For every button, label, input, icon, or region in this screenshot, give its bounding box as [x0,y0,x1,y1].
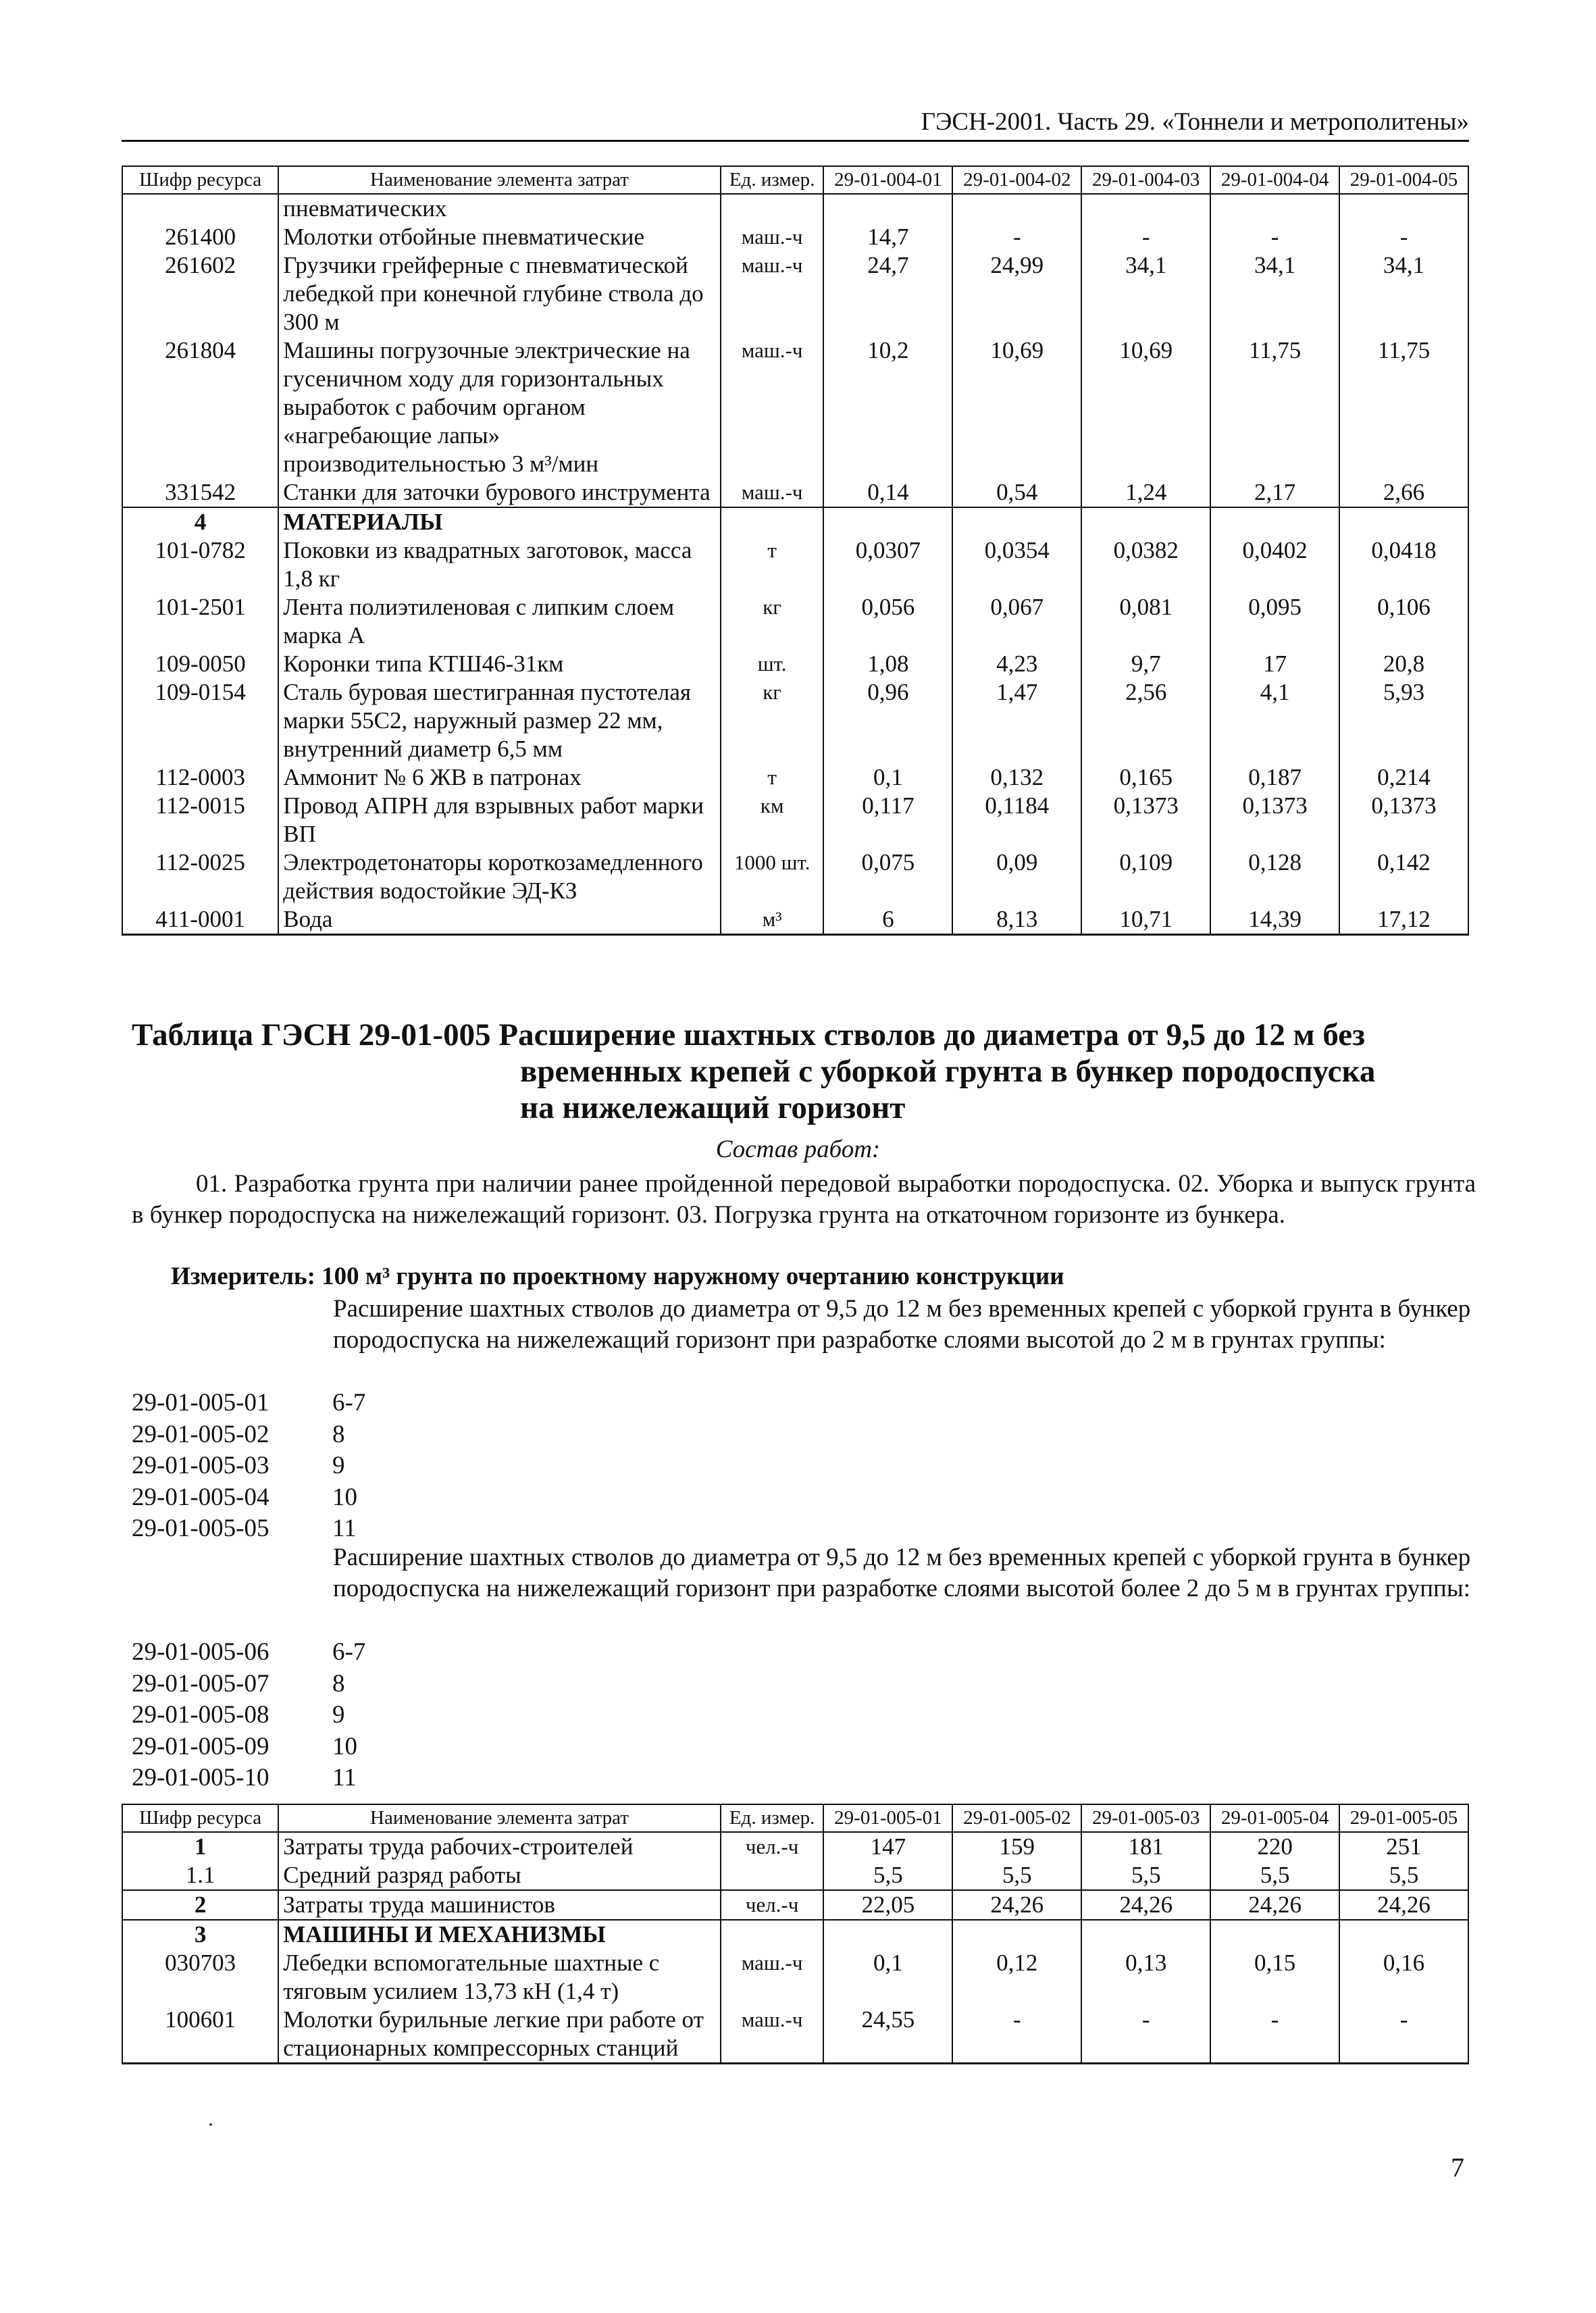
norm-value-cell: 0,117 [823,792,952,848]
column-header: Ед. измер. [721,166,824,194]
column-header: 29-01-004-03 [1081,166,1210,194]
column-header: 29-01-005-01 [823,1804,952,1832]
norm-value-cell: 5,5 [823,1861,952,1890]
variant-code: 29-01-005-03 [132,1452,269,1479]
cost-element-name-cell: Средний разряд работы [278,1861,721,1890]
column-header: 29-01-005-03 [1081,1804,1210,1832]
norm-value-cell [1081,194,1210,223]
norm-value-cell [1339,1920,1468,1949]
norm-value-cell: 0,081 [1081,593,1210,650]
speck [209,2123,212,2126]
work-composition-text: 01. Разработка грунта при наличии ранее пройденной передовой выработки породоспуска. 02. Уборка и выпуск грунта в бункер породоспуска на нижележащий горизонт. 03. Погрузка грунта на откаточном горизонте из бункера. [132,1170,1476,1229]
cost-element-name-cell: МАТЕРИАЛЫ [278,507,721,536]
norm-value-cell: 0,0418 [1339,536,1468,593]
norm-value-cell: 10,2 [823,336,952,478]
norm-value-cell: 24,26 [1210,1890,1339,1920]
resource-code-cell: 261602 [122,251,278,336]
norm-value-cell: 5,5 [952,1861,1081,1890]
norm-value-cell [1339,507,1468,536]
unit-cell: маш.-ч [721,251,824,336]
table-row [122,650,1468,678]
table-row [122,251,1468,336]
norm-value-cell: 17,12 [1339,905,1468,935]
norm-value-cell: 0,13 [1081,1949,1210,2006]
variant-code: 29-01-005-04 [132,1483,269,1511]
column-header: Шифр ресурса [122,166,278,194]
norm-value-cell: - [1210,2006,1339,2064]
cost-element-name-cell: Электродетонаторы короткозамедленного действия водостойкие ЭД-КЗ [278,848,721,905]
cost-element-name-cell: Провод АПРН для взрывных работ марки ВП [278,792,721,848]
resource-code-cell: 411-0001 [122,905,278,935]
resource-code-cell: 109-0154 [122,678,278,763]
norm-value-cell: 159 [952,1832,1081,1861]
variant-code-row [132,1513,365,1545]
resource-code-cell [122,194,278,223]
column-header: Ед. измер. [721,1804,824,1832]
resource-code-cell: 112-0015 [122,792,278,848]
norm-value-cell: 0,09 [952,848,1081,905]
column-header: 29-01-004-05 [1339,166,1468,194]
cost-element-name-cell: Сталь буровая шестигранная пустотелая марки 55С2, наружный размер 22 мм, внутренний диаметр 6,5 мм [278,678,721,763]
norm-value-cell: 34,1 [1081,251,1210,336]
table-row [122,593,1468,650]
norm-value-cell: 251 [1339,1832,1468,1861]
norm-value-cell: 5,5 [1210,1861,1339,1890]
column-header: 29-01-004-01 [823,166,952,194]
variant-code-row [132,1388,365,1419]
norm-value-cell: 0,0382 [1081,536,1210,593]
variant-code-row [132,1762,365,1794]
norm-value-cell: - [1081,2006,1210,2064]
norm-value-cell: 22,05 [823,1890,952,1920]
variant-code: 29-01-005-05 [132,1515,269,1542]
norm-value-cell: 5,93 [1339,678,1468,763]
table-row [122,848,1468,905]
norm-value-cell: 0,15 [1210,1949,1339,2006]
norm-value-cell: - [952,2006,1081,2064]
norm-value-cell: - [1081,223,1210,251]
cost-element-name-cell: пневматических [278,194,721,223]
variant-code: 29-01-005-08 [132,1701,269,1729]
norm-value-cell [1210,1920,1339,1949]
norm-value-cell: 24,7 [823,251,952,336]
table-row [122,507,1468,536]
unit-cell: маш.-ч [721,2006,824,2064]
resource-code-cell: 1.1 [122,1861,278,1890]
norm-value-cell: 0,16 [1339,1949,1468,2006]
cost-element-name-cell: Лебедки вспомогательные шахтные с тяговым усилием 13,73 кН (1,4 т) [278,1949,721,2006]
table-row [122,336,1468,478]
norm-value-cell: 20,8 [1339,650,1468,678]
variant-description-1: Расширение шахтных стволов до диаметра от 9,5 до 12 м без временных крепей с уборкой грунта в бункер породоспуска на нижележащий горизонт при разработке слоями высотой до 2 м в грунтах группы: [333,1295,1471,1354]
resource-code-cell: 3 [122,1920,278,1949]
table-row [122,194,1468,223]
norm-value-cell: 14,7 [823,223,952,251]
cost-element-name-cell: Коронки типа КТШ46-31км [278,650,721,678]
unit-cell [721,194,824,223]
cost-element-name-cell: Молотки отбойные пневматические [278,223,721,251]
norm-value-cell: 5,5 [1339,1861,1468,1890]
norm-value-cell: 0,1184 [952,792,1081,848]
measure-unit: Измеритель: 100 м³ грунта по проектному наружному очертанию конструкции [171,1263,1064,1290]
table-row [122,536,1468,593]
table-row [122,223,1468,251]
norm-value-cell: 10,69 [952,336,1081,478]
unit-cell: кг [721,593,824,650]
running-header: ГЭСН-2001. Часть 29. «Тоннели и метрополитены» [122,105,1469,142]
norm-value-cell: 0,128 [1210,848,1339,905]
variant-code: 29-01-005-07 [132,1669,269,1698]
norm-value-cell: 10,71 [1081,905,1210,935]
page-number: 7 [1451,2152,1464,2183]
unit-cell [721,1920,824,1949]
cost-element-name-cell: Затраты труда машинистов [278,1890,721,1920]
variant-code-row [132,1419,365,1451]
cost-element-name-cell: Аммонит № 6 ЖВ в патронах [278,763,721,792]
variant-code: 29-01-005-01 [132,1389,269,1417]
norm-value-cell: 11,75 [1210,336,1339,478]
norm-value-cell: 0,067 [952,593,1081,650]
norm-value-cell [1210,194,1339,223]
norm-value-cell [952,1920,1081,1949]
norm-value-cell: 0,14 [823,478,952,507]
norm-value-cell: 10,69 [1081,336,1210,478]
unit-cell: маш.-ч [721,1949,824,2006]
norm-value-cell [1081,1920,1210,1949]
norm-value-cell: 1,47 [952,678,1081,763]
norm-value-cell [952,507,1081,536]
norm-value-cell: 0,0354 [952,536,1081,593]
table-title-line-1: Таблица ГЭСН 29-01-005 Расширение шахтных стволов до диаметра от 9,5 до 12 м без [132,1017,1366,1052]
variant-code-row [132,1482,365,1514]
cost-element-name-cell: МАШИНЫ И МЕХАНИЗМЫ [278,1920,721,1949]
norm-value-cell [1339,194,1468,223]
norm-value-cell: 2,66 [1339,478,1468,507]
norm-value-cell: - [1339,223,1468,251]
norm-value-cell: 5,5 [1081,1861,1210,1890]
table-title-line-2: временных крепей с уборкой грунта в бункер породоспуска [520,1054,1376,1089]
norm-value-cell: 2,17 [1210,478,1339,507]
resource-table-005 [122,1804,1469,2064]
soil-group: 6-7 [332,1389,366,1417]
norm-value-cell: 0,0402 [1210,536,1339,593]
column-header: 29-01-005-04 [1210,1804,1339,1832]
soil-group: 9 [332,1452,345,1479]
cost-element-name-cell: Вода [278,905,721,935]
table-row [122,792,1468,848]
norm-value-cell: 14,39 [1210,905,1339,935]
norm-value-cell: 0,187 [1210,763,1339,792]
unit-cell [721,1861,824,1890]
column-header: 29-01-005-02 [952,1804,1081,1832]
norm-value-cell: - [1210,223,1339,251]
norm-value-cell: 0,075 [823,848,952,905]
column-header: Наименование элемента затрат [278,1804,721,1832]
norm-value-cell: 0,132 [952,763,1081,792]
norm-value-cell: 24,26 [1339,1890,1468,1920]
norm-value-cell: 0,1373 [1339,792,1468,848]
norm-value-cell: 17 [1210,650,1339,678]
unit-cell: маш.-ч [721,223,824,251]
norm-value-cell: 6 [823,905,952,935]
unit-cell: 1000 шт. [721,848,824,905]
norm-value-cell: 0,165 [1081,763,1210,792]
variant-code-row [132,1700,365,1731]
table-row [122,2006,1468,2064]
norm-value-cell: 0,1373 [1210,792,1339,848]
variant-code: 29-01-005-02 [132,1420,269,1448]
cost-element-name-cell: Машины погрузочные электрические на гусеничном ходу для горизонтальных выработок с рабочим органом «нагребающие лапы» производительностью 3 м³/мин [278,336,721,478]
column-header: Наименование элемента затрат [278,166,721,194]
unit-cell: маш.-ч [721,478,824,507]
norm-value-cell [823,1920,952,1949]
norm-value-cell: 181 [1081,1832,1210,1861]
cost-element-name-cell: Затраты труда рабочих-строителей [278,1832,721,1861]
variant-code: 29-01-005-09 [132,1732,269,1760]
table-header-row [122,1804,1468,1832]
norm-value-cell: 0,095 [1210,593,1339,650]
column-header: 29-01-004-04 [1210,166,1339,194]
norm-value-cell: 0,109 [1081,848,1210,905]
work-composition-label: Состав работ: [715,1136,881,1163]
unit-cell: т [721,763,824,792]
table-row [122,763,1468,792]
variant-code: 29-01-005-06 [132,1638,269,1666]
norm-value-cell: 1,24 [1081,478,1210,507]
variant-description-2: Расширение шахтных стволов до диаметра от 9,5 до 12 м без временных крепей с уборкой грунта в бункер породоспуска на нижележащий горизонт при разработке слоями высотой более 2 до 5 м в грунтах группы: [333,1544,1471,1602]
table-row [122,1920,1468,1949]
norm-value-cell: 0,1373 [1081,792,1210,848]
resource-table-004 [122,166,1469,936]
soil-group: 11 [332,1764,357,1791]
cost-element-name-cell: Поковки из квадратных заготовок, масса 1,8 кг [278,536,721,593]
unit-cell: кг [721,678,824,763]
norm-value-cell: 0,12 [952,1949,1081,2006]
norm-value-cell: 4,1 [1210,678,1339,763]
resource-code-cell: 2 [122,1890,278,1920]
column-header: Шифр ресурса [122,1804,278,1832]
resource-code-cell: 101-2501 [122,593,278,650]
resource-code-cell: 261400 [122,223,278,251]
norm-value-cell: 0,056 [823,593,952,650]
norm-value-cell [823,507,952,536]
resource-code-cell: 101-0782 [122,536,278,593]
norm-value-cell: 34,1 [1210,251,1339,336]
norm-value-cell [952,194,1081,223]
norm-value-cell: 34,1 [1339,251,1468,336]
norm-value-cell: 24,55 [823,2006,952,2064]
norm-value-cell: 220 [1210,1832,1339,1861]
table-header-row [122,166,1468,194]
cost-element-name-cell: Молотки бурильные легкие при работе от стационарных компрессорных станций [278,2006,721,2064]
variant-code-list-2 [132,1637,365,1794]
resource-code-cell: 100601 [122,2006,278,2064]
norm-value-cell: - [952,223,1081,251]
unit-cell: км [721,792,824,848]
resource-code-cell: 261804 [122,336,278,478]
soil-group: 10 [332,1483,357,1511]
table-row [122,1890,1468,1920]
norm-value-cell: 0,1 [823,1949,952,2006]
norm-value-cell [1081,507,1210,536]
norm-value-cell: 0,0307 [823,536,952,593]
unit-cell: шт. [721,650,824,678]
norm-value-cell: - [1339,2006,1468,2064]
variant-code-row [132,1669,365,1700]
variant-code-row [132,1637,365,1669]
unit-cell: чел.-ч [721,1832,824,1861]
norm-value-cell [1210,507,1339,536]
norm-value-cell: 2,56 [1081,678,1210,763]
table-row [122,1861,1468,1890]
soil-group: 11 [332,1515,357,1542]
unit-cell [721,507,824,536]
resource-code-cell: 112-0025 [122,848,278,905]
table-row [122,905,1468,935]
soil-group: 10 [332,1732,357,1760]
unit-cell: т [721,536,824,593]
soil-group: 8 [332,1420,345,1448]
norm-value-cell: 11,75 [1339,336,1468,478]
column-header: 29-01-005-05 [1339,1804,1468,1832]
norm-value-cell: 0,54 [952,478,1081,507]
resource-code-cell: 331542 [122,478,278,507]
resource-code-cell: 4 [122,507,278,536]
table-title-line-3: на нижележащий горизонт [520,1090,906,1125]
resource-code-cell: 109-0050 [122,650,278,678]
unit-cell: м³ [721,905,824,935]
norm-value-cell: 0,142 [1339,848,1468,905]
norm-value-cell: 8,13 [952,905,1081,935]
cost-element-name-cell: Грузчики грейферные с пневматической лебедкой при конечной глубине ствола до 300 м [278,251,721,336]
cost-element-name-cell: Станки для заточки бурового инструмента [278,478,721,507]
resource-code-cell: 112-0003 [122,763,278,792]
norm-value-cell: 24,99 [952,251,1081,336]
norm-value-cell: 4,23 [952,650,1081,678]
norm-value-cell [823,194,952,223]
variant-code-list-1 [132,1388,365,1545]
resource-code-cell: 1 [122,1832,278,1861]
norm-value-cell: 24,26 [952,1890,1081,1920]
unit-cell: маш.-ч [721,336,824,478]
norm-value-cell: 1,08 [823,650,952,678]
resource-code-cell: 030703 [122,1949,278,2006]
norm-value-cell: 0,1 [823,763,952,792]
norm-value-cell: 0,96 [823,678,952,763]
variant-code-row [132,1731,365,1763]
norm-value-cell: 0,214 [1339,763,1468,792]
norm-value-cell: 0,106 [1339,593,1468,650]
soil-group: 6-7 [332,1638,366,1666]
variant-code: 29-01-005-10 [132,1764,269,1791]
table-row [122,478,1468,507]
table-row [122,1949,1468,2006]
soil-group: 8 [332,1669,345,1698]
norm-value-cell: 147 [823,1832,952,1861]
unit-cell: чел.-ч [721,1890,824,1920]
table-row [122,1832,1468,1861]
soil-group: 9 [332,1701,345,1729]
table-row [122,678,1468,763]
norm-value-cell: 9,7 [1081,650,1210,678]
variant-code-row [132,1450,365,1482]
norm-value-cell: 24,26 [1081,1890,1210,1920]
column-header: 29-01-004-02 [952,166,1081,194]
cost-element-name-cell: Лента полиэтиленовая с липким слоем марка А [278,593,721,650]
